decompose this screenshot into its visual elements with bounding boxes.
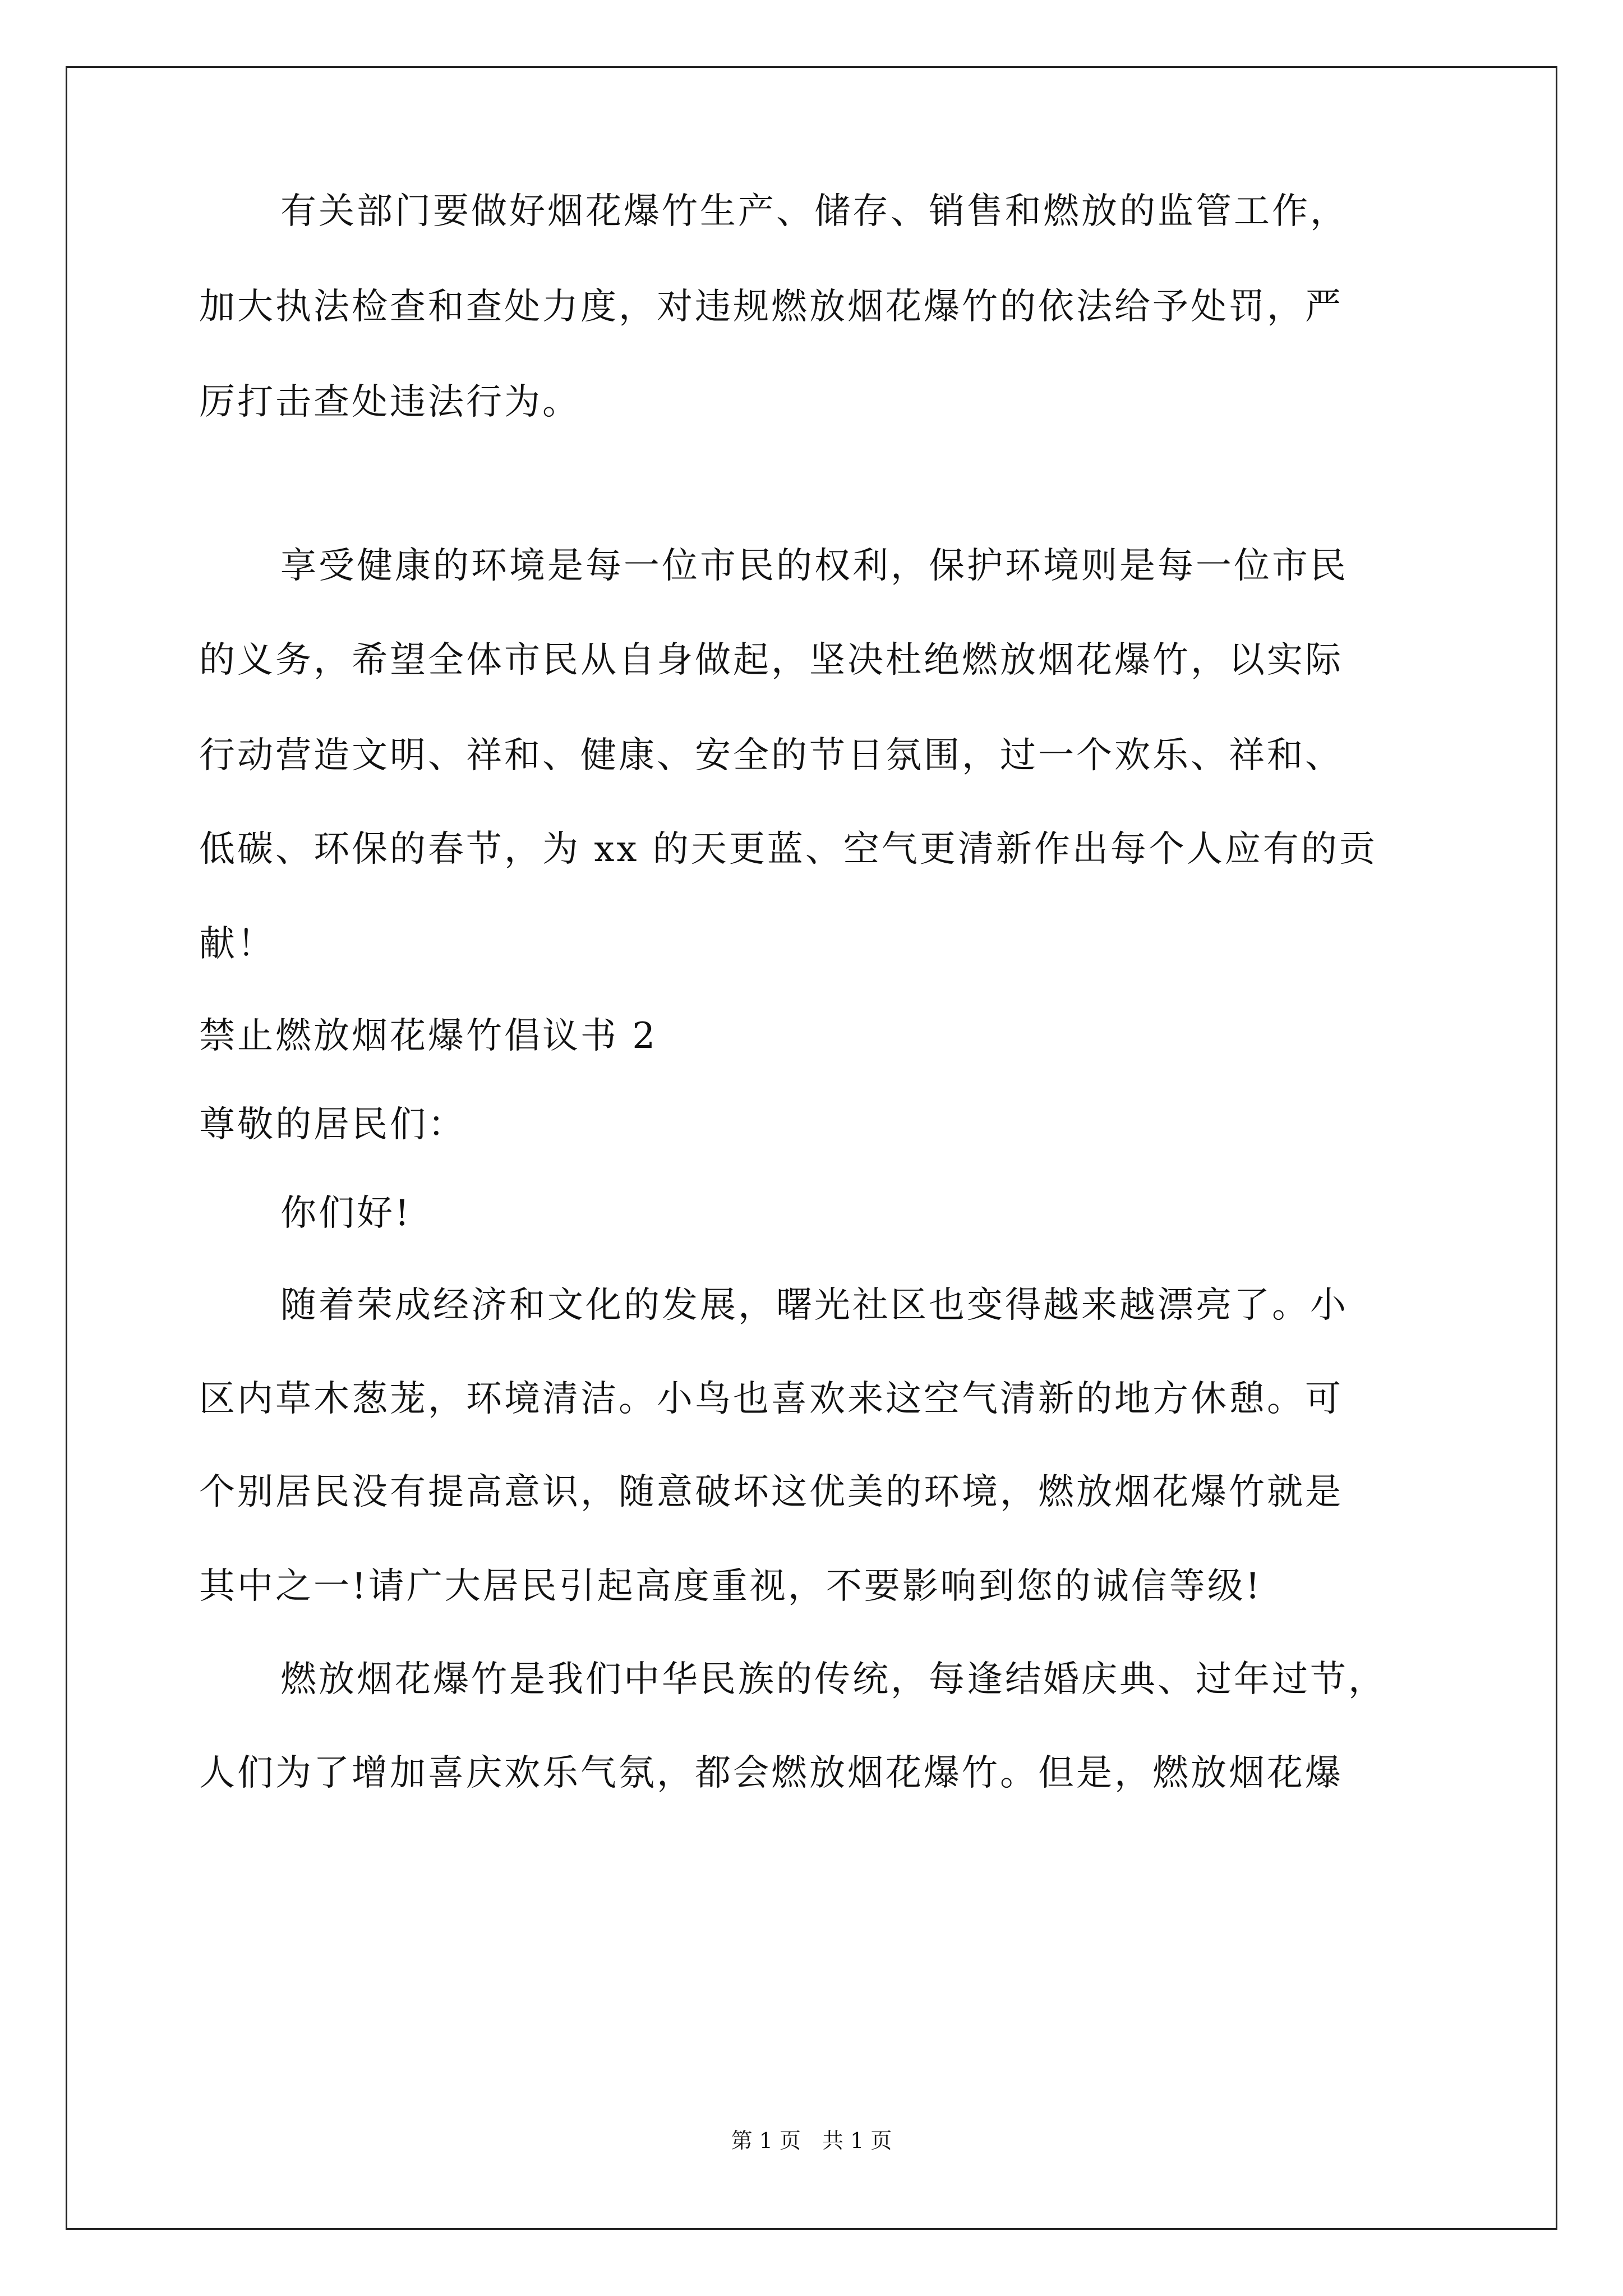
section-title: 禁止燃放烟花爆竹倡议书 2: [199, 1015, 658, 1057]
paragraph-line: 的义务，希望全体市民从自身做起，坚决杜绝燃放烟花爆竹，以实际: [199, 639, 1343, 681]
salutation: 尊敬的居民们：: [199, 1104, 466, 1145]
paragraph-line: 区内草木葱茏，环境清洁。小鸟也喜欢来这空气清新的地方休憩。可: [199, 1378, 1343, 1420]
paragraph-line: 低碳、环保的春节，为 xx 的天更蓝、空气更清新作出每个人应有的贡: [199, 829, 1377, 870]
paragraph-line: 其中之一!请广大居民引起高度重视，不要影响到您的诚信等级!: [199, 1566, 1262, 1607]
paragraph-line: 享受健康的环境是每一位市民的权利，保护环境则是每一位市民: [280, 545, 1348, 587]
paragraph-line: 随着荣成经济和文化的发展，曙光社区也变得越来越漂亮了。小: [280, 1285, 1348, 1326]
paragraph-line: 人们为了增加喜庆欢乐气氛，都会燃放烟花爆竹。但是，燃放烟花爆: [199, 1752, 1343, 1794]
paragraph-line: 献！: [199, 923, 275, 965]
paragraph-line: 个别居民没有提高意识，随意破坏这优美的环境，燃放烟花爆竹就是: [199, 1471, 1343, 1513]
page-footer: 第 1 页 共 1 页: [731, 2128, 892, 2153]
paragraph-line: 行动营造文明、祥和、健康、安全的节日氛围，过一个欢乐、祥和、: [199, 735, 1343, 776]
paragraph-line: 厉打击查处违法行为。: [199, 381, 580, 423]
paragraph-line: 有关部门要做好烟花爆竹生产、储存、销售和燃放的监管工作，: [280, 191, 1348, 232]
greeting: 你们好!: [280, 1193, 412, 1234]
paragraph-line: 加大执法检查和查处力度，对违规燃放烟花爆竹的依法给予处罚，严: [199, 286, 1343, 328]
paragraph-line: 燃放烟花爆竹是我们中华民族的传统，每逢结婚庆典、过年过节，: [280, 1659, 1386, 1700]
